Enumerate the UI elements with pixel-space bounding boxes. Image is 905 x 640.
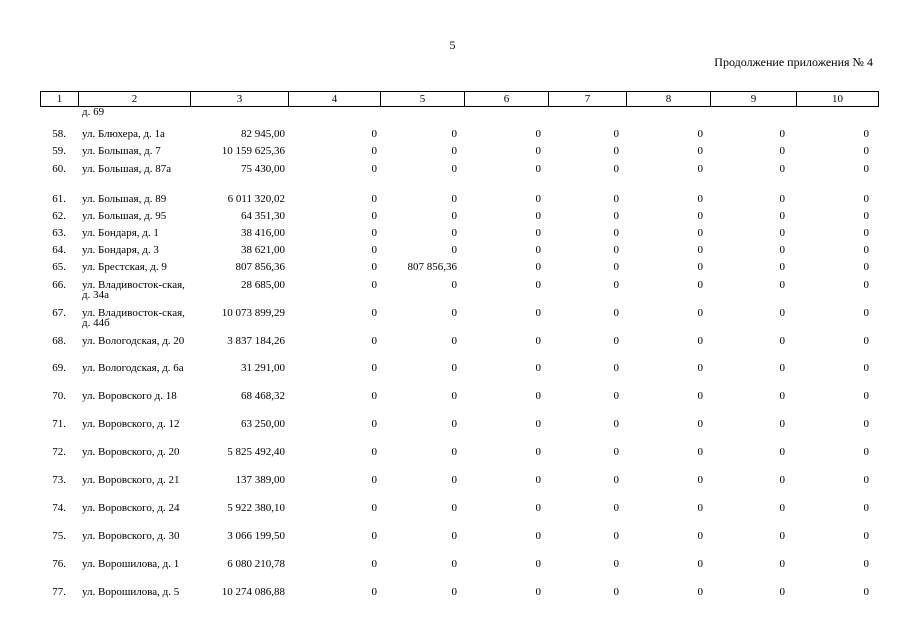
row-value-col9: 0 [779,335,785,347]
row-value-col6: 0 [535,446,541,458]
row-value-col9: 0 [779,279,785,291]
row-value-col10: 0 [863,335,869,347]
row-number: 62. [52,210,66,222]
row-value-col5: 0 [451,227,457,239]
row-value-col10: 0 [863,502,869,514]
row-value-col8: 0 [697,502,703,514]
row-value-col9: 0 [779,390,785,402]
row-value-col10: 0 [863,163,869,175]
row-value-col3: 82 945,00 [241,128,285,140]
row-address: ул. Воровского, д. 30 [82,530,180,542]
row-value-col3: 64 351,30 [241,210,285,222]
row-value-col9: 0 [779,227,785,239]
row-value-col8: 0 [697,390,703,402]
row-value-col4: 0 [371,362,377,374]
row-value-col10: 0 [863,362,869,374]
row-value-col8: 0 [697,362,703,374]
row-address: ул. Блюхера, д. 1а [82,128,165,140]
row-value-col5: 0 [451,335,457,347]
row-value-col5: 807 856,36 [407,261,457,273]
row-value-col9: 0 [779,244,785,256]
row-value-col6: 0 [535,335,541,347]
row-value-col4: 0 [371,335,377,347]
leading-fragment: д. 69 [82,106,105,118]
row-value-col4: 0 [371,128,377,140]
row-address: ул. Воровского, д. 12 [82,418,180,430]
row-value-col9: 0 [779,474,785,486]
row-number: 63. [52,227,66,239]
row-value-col8: 0 [697,418,703,430]
row-address: ул. Вологодская, д. 6а [82,362,184,374]
row-number: 64. [52,244,66,256]
row-value-col8: 0 [697,261,703,273]
row-value-col6: 0 [535,474,541,486]
row-value-col5: 0 [451,145,457,157]
row-value-col10: 0 [863,418,869,430]
row-value-col5: 0 [451,474,457,486]
row-address: ул. Владивосток-ская, д. 34а [82,279,185,301]
row-value-col10: 0 [863,586,869,598]
row-address: ул. Воровского, д. 21 [82,474,180,486]
row-value-col4: 0 [371,145,377,157]
row-address: ул. Воровского д. 18 [82,390,177,402]
row-number: 59. [52,145,66,157]
row-value-col4: 0 [371,446,377,458]
row-value-col9: 0 [779,261,785,273]
column-header: 8 [627,92,711,107]
row-value-col4: 0 [371,530,377,542]
row-value-col3: 38 416,00 [241,227,285,239]
row-value-col8: 0 [697,474,703,486]
row-value-col9: 0 [779,128,785,140]
row-value-col9: 0 [779,193,785,205]
row-value-col8: 0 [697,279,703,291]
row-value-col4: 0 [371,307,377,319]
row-value-col4: 0 [371,227,377,239]
row-value-col9: 0 [779,145,785,157]
row-value-col5: 0 [451,128,457,140]
row-value-col3: 807 856,36 [235,261,285,273]
row-value-col8: 0 [697,307,703,319]
row-address: ул. Воровского, д. 24 [82,502,180,514]
row-number: 77. [52,586,66,598]
row-value-col4: 0 [371,244,377,256]
row-value-col6: 0 [535,502,541,514]
row-value-col10: 0 [863,307,869,319]
column-header: 4 [289,92,381,107]
row-value-col7: 0 [613,128,619,140]
row-value-col6: 0 [535,279,541,291]
column-header: 10 [797,92,879,107]
row-value-col7: 0 [613,279,619,291]
row-value-col7: 0 [613,210,619,222]
row-value-col9: 0 [779,586,785,598]
row-value-col10: 0 [863,227,869,239]
row-value-col6: 0 [535,244,541,256]
row-number: 72. [52,446,66,458]
row-value-col10: 0 [863,390,869,402]
row-value-col7: 0 [613,446,619,458]
row-value-col5: 0 [451,244,457,256]
row-address: ул. Большая, д. 89 [82,193,167,205]
row-value-col10: 0 [863,128,869,140]
row-value-col10: 0 [863,210,869,222]
row-value-col5: 0 [451,558,457,570]
row-number: 68. [52,335,66,347]
row-value-col4: 0 [371,474,377,486]
row-value-col4: 0 [371,163,377,175]
row-value-col10: 0 [863,145,869,157]
row-address: ул. Большая, д. 95 [82,210,167,222]
row-value-col3: 38 621,00 [241,244,285,256]
row-value-col9: 0 [779,558,785,570]
column-header: 9 [711,92,797,107]
row-number: 74. [52,502,66,514]
row-number: 65. [52,261,66,273]
row-value-col6: 0 [535,210,541,222]
row-address: ул. Владивосток-ская, д. 44б [82,307,185,329]
column-header: 1 [41,92,79,107]
row-value-col8: 0 [697,586,703,598]
row-number: 70. [52,390,66,402]
row-address: ул. Ворошилова, д. 1 [82,558,180,570]
column-header: 3 [191,92,289,107]
row-value-col5: 0 [451,210,457,222]
row-value-col5: 0 [451,502,457,514]
column-header: 5 [381,92,465,107]
row-value-col10: 0 [863,279,869,291]
row-value-col4: 0 [371,502,377,514]
row-value-col8: 0 [697,193,703,205]
row-value-col3: 6 080 210,78 [227,558,285,570]
row-number: 61. [52,193,66,205]
row-value-col8: 0 [697,227,703,239]
row-value-col7: 0 [613,227,619,239]
row-address: ул. Большая, д. 87а [82,163,172,175]
row-value-col6: 0 [535,362,541,374]
row-value-col7: 0 [613,163,619,175]
row-value-col7: 0 [613,530,619,542]
row-value-col9: 0 [779,307,785,319]
row-value-col3: 3 837 184,26 [227,335,285,347]
row-value-col5: 0 [451,418,457,430]
row-address: ул. Большая, д. 7 [82,145,161,157]
row-value-col6: 0 [535,418,541,430]
row-value-col4: 0 [371,418,377,430]
row-value-col6: 0 [535,227,541,239]
row-value-col3: 3 066 199,50 [227,530,285,542]
row-value-col7: 0 [613,474,619,486]
row-value-col10: 0 [863,261,869,273]
row-value-col3: 6 011 320,02 [227,193,285,205]
row-value-col9: 0 [779,530,785,542]
row-address: ул. Бондаря, д. 3 [82,244,159,256]
row-value-col6: 0 [535,586,541,598]
row-value-col9: 0 [779,210,785,222]
row-value-col7: 0 [613,586,619,598]
row-value-col4: 0 [371,586,377,598]
row-number: 67. [52,307,66,319]
row-value-col10: 0 [863,558,869,570]
row-value-col8: 0 [697,145,703,157]
row-value-col5: 0 [451,193,457,205]
row-value-col8: 0 [697,210,703,222]
page-number: 5 [449,38,456,52]
row-address: ул. Ворошилова, д. 5 [82,586,180,598]
row-value-col7: 0 [613,193,619,205]
row-value-col6: 0 [535,558,541,570]
row-number: 60. [52,163,66,175]
row-value-col5: 0 [451,530,457,542]
row-number: 75. [52,530,66,542]
row-value-col6: 0 [535,145,541,157]
row-value-col3: 63 250,00 [241,418,285,430]
row-value-col7: 0 [613,335,619,347]
row-value-col10: 0 [863,244,869,256]
row-value-col8: 0 [697,558,703,570]
row-value-col4: 0 [371,261,377,273]
row-value-col5: 0 [451,362,457,374]
row-value-col4: 0 [371,558,377,570]
row-value-col8: 0 [697,128,703,140]
row-number: 71. [52,418,66,430]
row-value-col4: 0 [371,210,377,222]
row-value-col3: 10 159 625,36 [221,145,285,157]
row-value-col3: 31 291,00 [241,362,285,374]
row-value-col8: 0 [697,335,703,347]
row-value-col5: 0 [451,586,457,598]
continuation-label: Продолжение приложения № 4 [714,55,873,69]
row-value-col9: 0 [779,362,785,374]
row-value-col7: 0 [613,362,619,374]
row-value-col9: 0 [779,502,785,514]
row-value-col5: 0 [451,279,457,291]
row-value-col8: 0 [697,530,703,542]
row-number: 73. [52,474,66,486]
row-address: ул. Воровского, д. 20 [82,446,180,458]
row-value-col7: 0 [613,558,619,570]
row-value-col3: 10 274 086,88 [221,586,285,598]
row-value-col6: 0 [535,128,541,140]
row-address: ул. Бондаря, д. 1 [82,227,159,239]
row-value-col6: 0 [535,390,541,402]
row-value-col4: 0 [371,390,377,402]
row-value-col5: 0 [451,163,457,175]
row-value-col3: 137 389,00 [235,474,285,486]
row-address: ул. Вологодская, д. 20 [82,335,185,347]
row-value-col6: 0 [535,261,541,273]
row-number: 76. [52,558,66,570]
row-value-col9: 0 [779,163,785,175]
row-value-col3: 68 468,32 [241,390,285,402]
row-value-col8: 0 [697,244,703,256]
row-number: 58. [52,128,66,140]
row-value-col3: 5 922 380,10 [227,502,285,514]
row-value-col5: 0 [451,446,457,458]
row-value-col7: 0 [613,307,619,319]
row-value-col7: 0 [613,390,619,402]
row-value-col7: 0 [613,418,619,430]
column-header: 2 [79,92,191,107]
row-value-col5: 0 [451,390,457,402]
row-value-col3: 28 685,00 [241,279,285,291]
row-value-col3: 5 825 492,40 [227,446,285,458]
row-value-col7: 0 [613,244,619,256]
row-value-col6: 0 [535,163,541,175]
row-value-col8: 0 [697,163,703,175]
row-address: ул. Брестская, д. 9 [82,261,167,273]
row-value-col5: 0 [451,307,457,319]
row-value-col6: 0 [535,307,541,319]
row-value-col8: 0 [697,446,703,458]
row-value-col4: 0 [371,193,377,205]
row-value-col3: 75 430,00 [241,163,285,175]
row-value-col10: 0 [863,530,869,542]
row-value-col7: 0 [613,502,619,514]
row-value-col6: 0 [535,530,541,542]
row-number: 69. [52,362,66,374]
row-number: 66. [52,279,66,291]
row-value-col7: 0 [613,145,619,157]
row-value-col10: 0 [863,446,869,458]
row-value-col9: 0 [779,418,785,430]
row-value-col9: 0 [779,446,785,458]
row-value-col6: 0 [535,193,541,205]
column-header: 7 [549,92,627,107]
row-value-col3: 10 073 899,29 [221,307,285,319]
row-value-col10: 0 [863,193,869,205]
row-value-col7: 0 [613,261,619,273]
column-header: 6 [465,92,549,107]
row-value-col10: 0 [863,474,869,486]
row-value-col4: 0 [371,279,377,291]
